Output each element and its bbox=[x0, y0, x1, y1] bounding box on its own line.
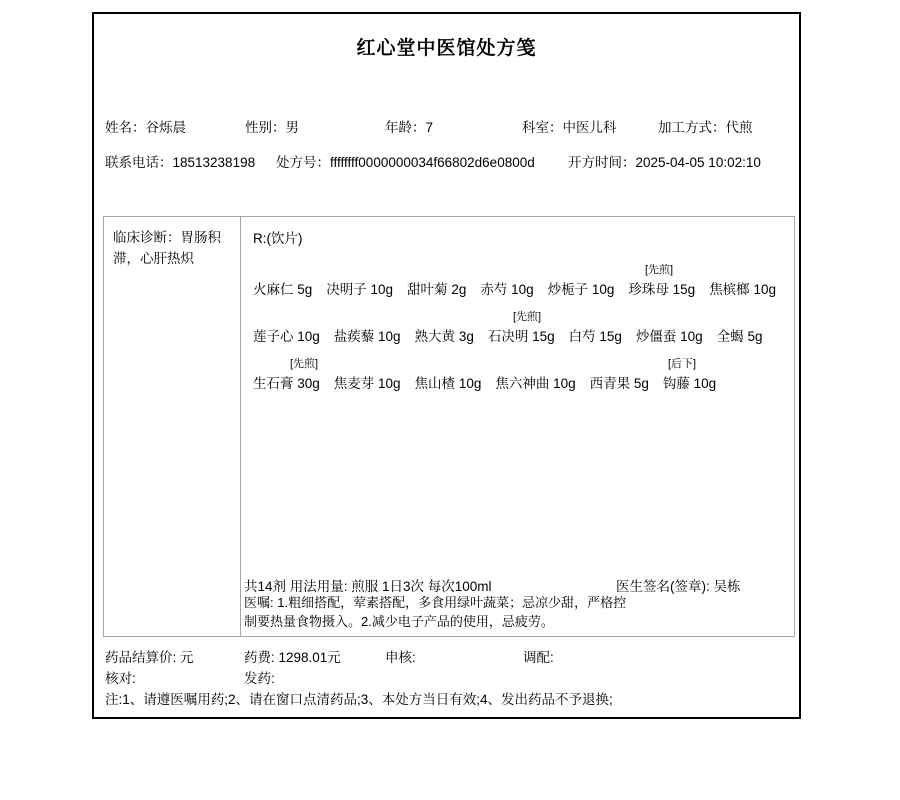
herb-lines bbox=[253, 259, 794, 400]
herb-item: 莲子心 10g bbox=[253, 329, 320, 344]
patient-gender-field: 性别：男 bbox=[245, 120, 299, 135]
annotation-row bbox=[253, 306, 794, 325]
diagnosis-label: 临床诊断： bbox=[113, 230, 181, 245]
dispense-field: 发药: bbox=[244, 671, 275, 686]
fee-field: 药费: 1298.01元 bbox=[244, 650, 341, 665]
herb-item: 焦麦芽 10g bbox=[333, 376, 401, 391]
herb-row bbox=[253, 325, 794, 353]
herb-item: 石决明 15g bbox=[487, 329, 555, 344]
doctor-signature: 医生签名(签章): 吴栋 bbox=[616, 579, 741, 594]
department-field: 科室：中医儿科 bbox=[522, 120, 617, 135]
decoction-method-annotation: [先煎] bbox=[513, 311, 542, 323]
herb-item: 炒僵蚕 10g bbox=[635, 329, 703, 344]
prescription-number-field: 处方号：ffffffff0000000034f66802d6e0800d bbox=[276, 155, 535, 170]
check-field: 核对: bbox=[105, 671, 136, 686]
decoction-method-annotation: [先煎] bbox=[645, 264, 674, 276]
herb-item: 西青果 5g bbox=[589, 376, 649, 391]
settle-price-field: 药品结算价: 元 bbox=[105, 650, 194, 665]
annotation-row bbox=[253, 259, 794, 278]
herb-row bbox=[253, 278, 794, 306]
footer-row-1 bbox=[0, 646, 900, 666]
annotation-row bbox=[253, 353, 794, 372]
phone-field: 联系电话：18513238198 bbox=[105, 155, 256, 170]
herb-item: 火麻仁 5g bbox=[253, 282, 313, 297]
rx-header: R:(饮片) bbox=[253, 231, 303, 246]
patient-age-field: 年龄：7 bbox=[385, 120, 434, 135]
herb-item: 赤芍 10g bbox=[480, 282, 534, 297]
patient-info-row-2 bbox=[0, 151, 900, 171]
diagnosis-text: 胃肠积滞，心肝热炽 bbox=[113, 230, 221, 266]
herb-item: 焦山楂 10g bbox=[414, 376, 482, 391]
diagnosis-cell bbox=[104, 217, 241, 636]
prepare-field: 调配: bbox=[523, 650, 554, 665]
patient-name-field: 姓名：谷烁晨 bbox=[105, 120, 186, 135]
prescription-cell bbox=[241, 217, 794, 636]
prescription-box bbox=[103, 216, 795, 637]
herb-item: 生石膏 30g bbox=[253, 376, 320, 391]
herb-item: 珍珠母 15g bbox=[628, 282, 696, 297]
herb-item: 全蝎 5g bbox=[716, 329, 763, 344]
herb-item: 钩藤 10g bbox=[662, 376, 717, 391]
review-field: 申核: bbox=[385, 650, 416, 665]
herb-item: 甜叶菊 2g bbox=[407, 282, 467, 297]
prescription-time-field: 开方时间：2025-04-05 10:02:10 bbox=[568, 155, 761, 170]
herb-item: 焦槟榔 10g bbox=[709, 282, 776, 297]
herb-row bbox=[253, 372, 794, 400]
footer-row-2 bbox=[0, 667, 900, 687]
herb-item: 熟大黄 3g bbox=[414, 329, 474, 344]
page-title: 红心堂中医馆处方笺 bbox=[356, 38, 537, 59]
herb-item: 盐蒺藜 10g bbox=[333, 329, 401, 344]
decoction-method-annotation: [先煎] bbox=[290, 358, 319, 370]
herb-item: 白芍 15g bbox=[568, 329, 622, 344]
patient-info-row-1 bbox=[0, 116, 900, 136]
processing-method-field: 加工方式：代煎 bbox=[658, 120, 753, 135]
herb-item: 焦六神曲 10g bbox=[495, 376, 576, 391]
herb-item: 决明子 10g bbox=[326, 282, 394, 297]
footer-note: 注:1、请遵医嘱用药;2、请在窗口点清药品;3、本处方当日有效;4、发出药品不予退换; bbox=[105, 692, 613, 707]
medical-advice: 医嘱: 1.粗细搭配，荤素搭配，多食用绿叶蔬菜；忌凉少甜，严格控制要热量食物摄入。2.减少电子产品的使用，忌疲劳。 bbox=[244, 595, 627, 629]
usage-summary: 共14剂 用法用量: 煎服 1日3次 每次100ml bbox=[244, 579, 492, 594]
decoction-method-annotation: [后下] bbox=[668, 358, 697, 370]
usage-row bbox=[244, 575, 789, 593]
herb-item: 炒栀子 10g bbox=[547, 282, 615, 297]
